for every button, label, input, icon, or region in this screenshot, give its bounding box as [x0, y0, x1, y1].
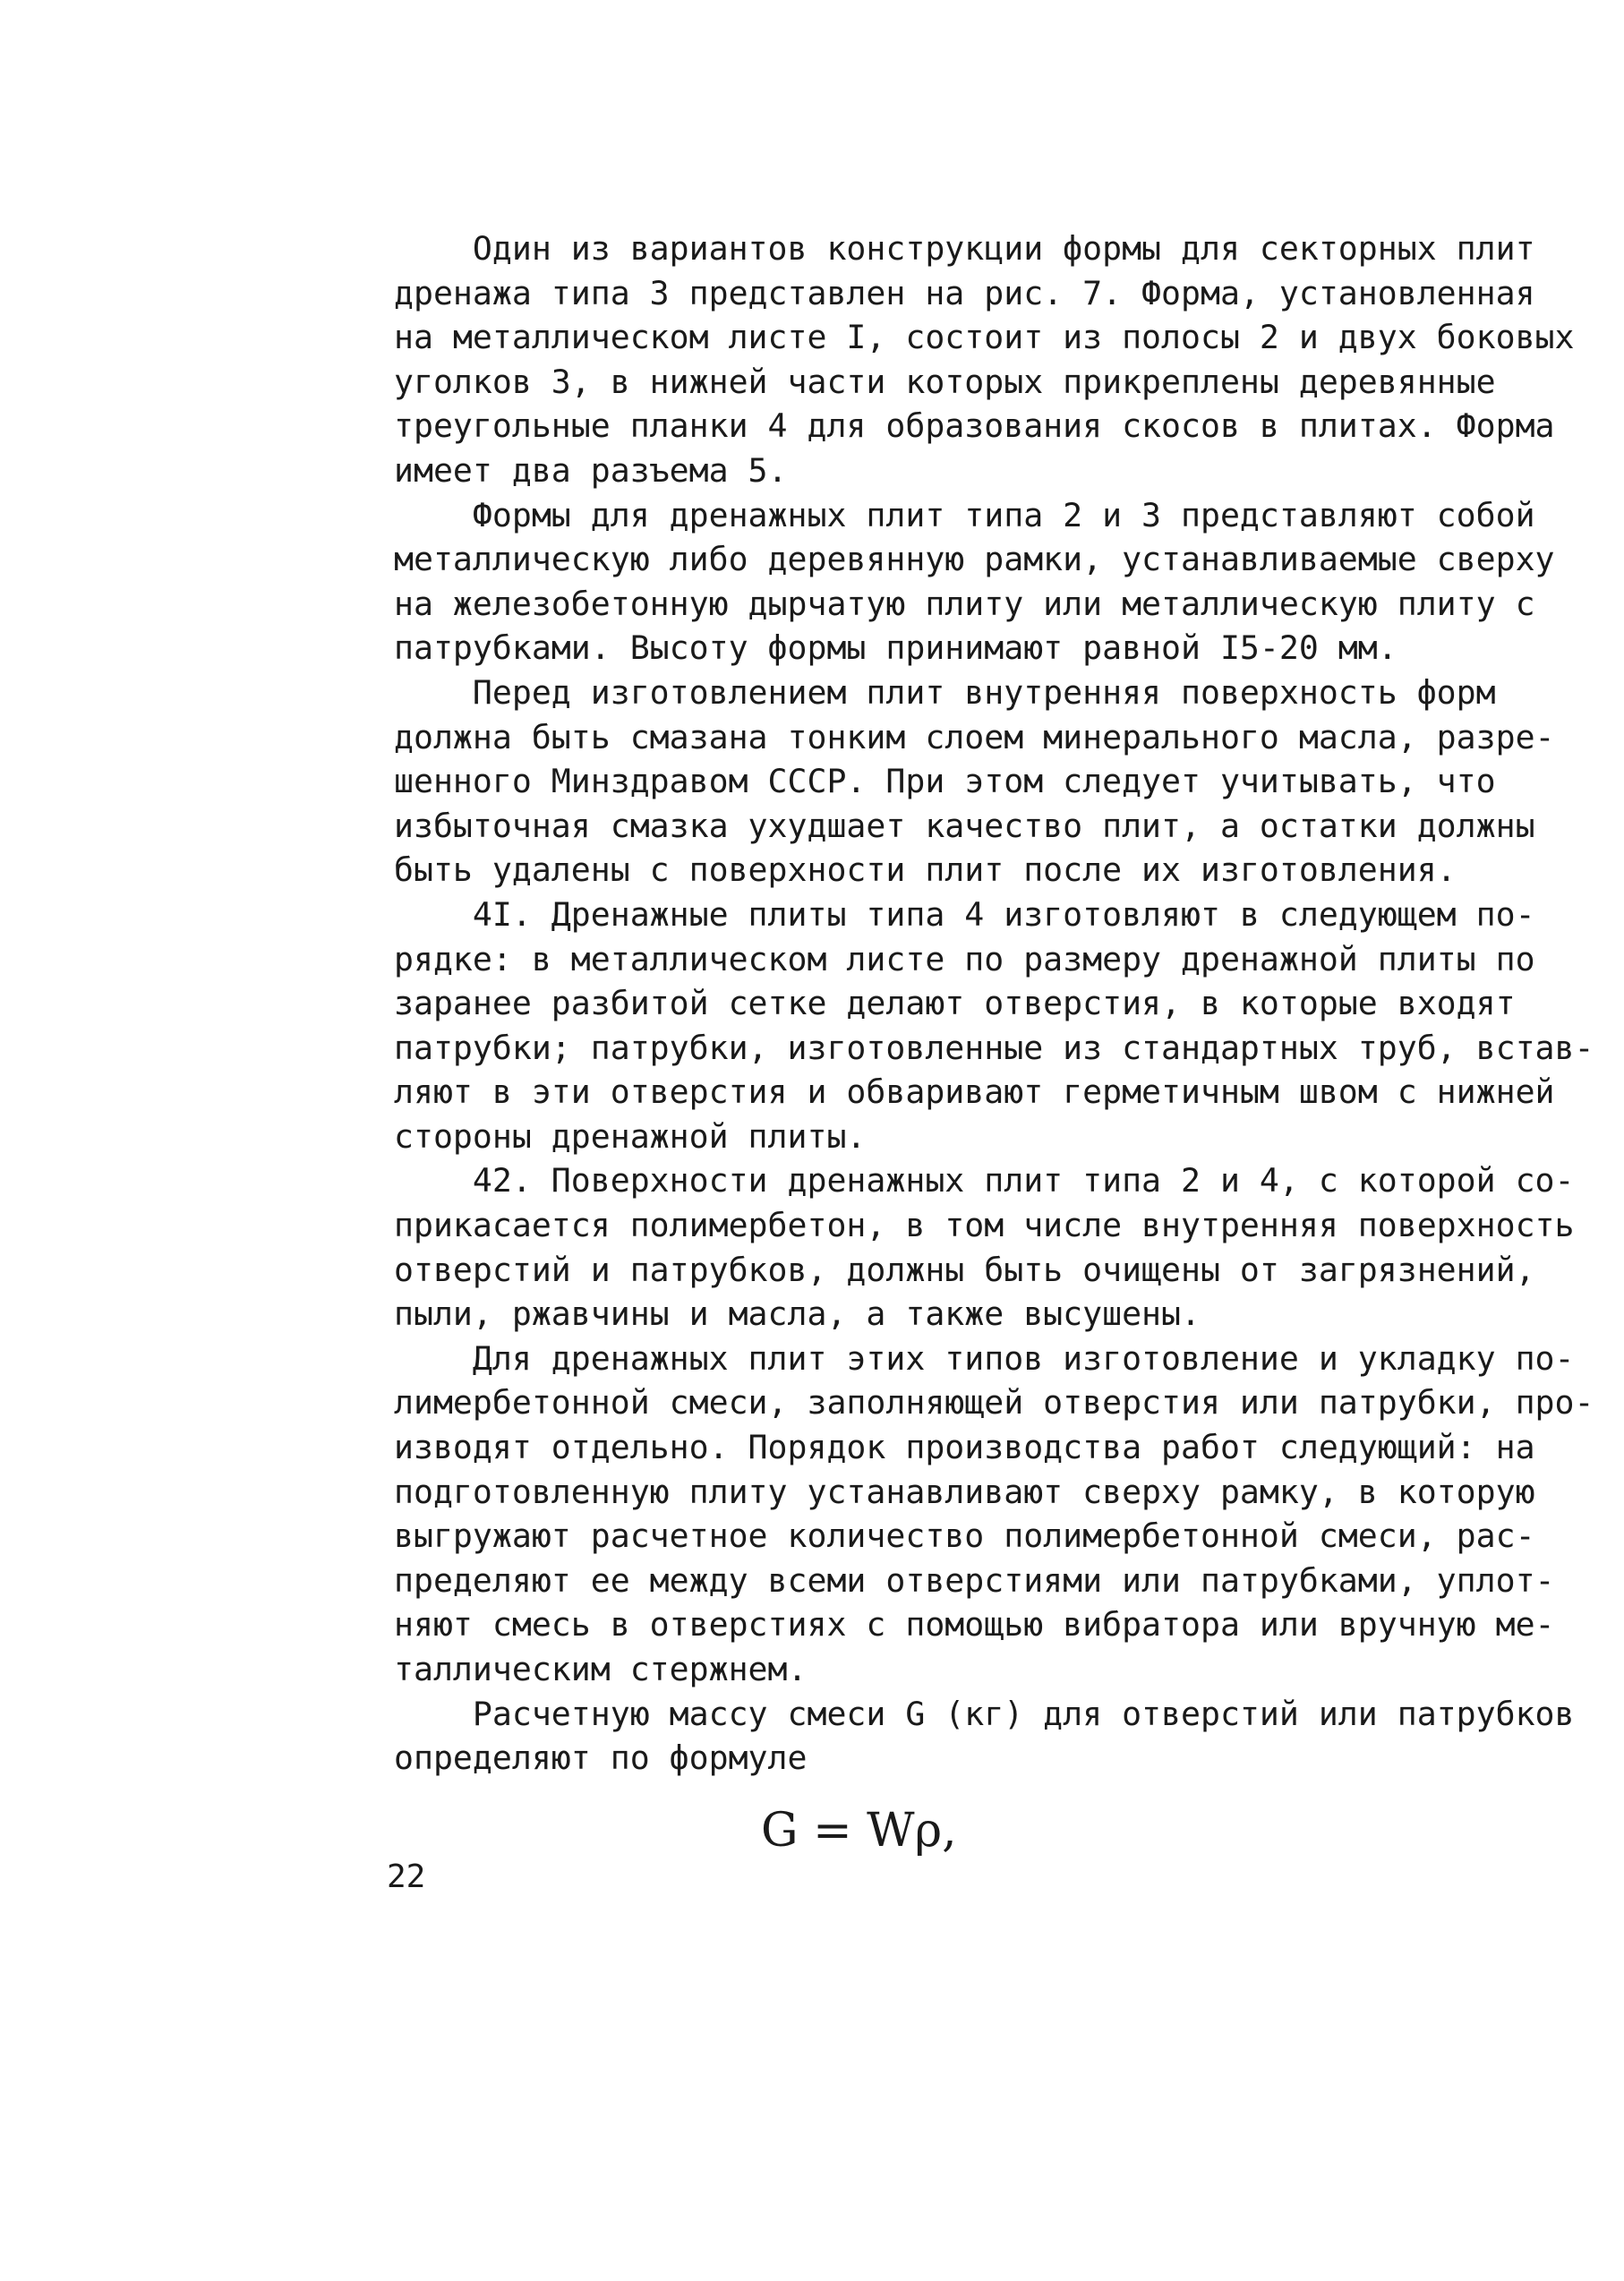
text-line: шенного Минздравом СССР. При этом следует учитывать, что: [394, 762, 1496, 801]
text-line: на железобетонную дырчатую плиту или металлическую плиту с: [394, 584, 1535, 623]
text-line: Перед изготовлением плит внутренняя поверхность форм: [394, 672, 1496, 712]
text-line: патрубками. Высоту формы принимают равной I5-20 мм.: [394, 628, 1397, 668]
text-line: избыточная смазка ухудшает качество плит, а остатки должны: [394, 806, 1535, 845]
text-line: заранее разбитой сетке делают отверстия, в которые входят: [394, 984, 1516, 1023]
text-line: няют смесь в отверстиях с помощью вибратора или вручную ме-: [394, 1605, 1555, 1645]
text-line: выгружают расчетное количество полимербетонной смеси, рас-: [394, 1516, 1535, 1556]
text-line: подготовленную плиту устанавливают сверху рамку, в которую: [394, 1472, 1535, 1511]
page-number: 22: [387, 1858, 426, 1895]
body-text: [394, 226, 1594, 1781]
text-line: пыли, ржавчины и масла, а также высушены.: [394, 1294, 1201, 1334]
text-line: определяют по формуле: [394, 1739, 808, 1778]
text-line: стороны дренажной плиты.: [394, 1116, 867, 1156]
text-line: на металлическом листе I, состоит из полосы 2 и двух боковых: [394, 318, 1575, 357]
text-line: быть удалены с поверхности плит после их изготовления.: [394, 850, 1457, 890]
text-line: изводят отдельно. Порядок производства работ следующий: на: [394, 1428, 1535, 1467]
text-line: треугольные планки 4 для образования скосов в плитах. Форма: [394, 406, 1555, 446]
text-line: 42. Поверхности дренажных плит типа 2 и 4, с которой со-: [394, 1161, 1575, 1200]
text-line: Расчетную массу смеси G (кг) для отверстий или патрубков: [394, 1694, 1575, 1733]
text-line: дренажа типа 3 представлен на рис. 7. Форма, установленная: [394, 273, 1535, 312]
text-line: ляют в эти отверстия и обваривают герметичным швом с нижней: [394, 1072, 1555, 1112]
text-line: имеет два разъема 5.: [394, 450, 788, 490]
text-line: Формы для дренажных плит типа 2 и 3 представляют собой: [394, 495, 1535, 534]
text-line: рядке: в металлическом листе по размеру дренажной плиты по: [394, 939, 1535, 978]
text-line: патрубки; патрубки, изготовленные из стандартных труб, встав-: [394, 1028, 1594, 1067]
text-line: должна быть смазана тонким слоем минерального масла, разре-: [394, 717, 1555, 756]
text-line: уголков 3, в нижней части которых прикреплены деревянные: [394, 362, 1496, 401]
text-line: прикасается полимербетон, в том числе внутренняя поверхность: [394, 1206, 1575, 1245]
text-line: пределяют ее между всеми отверстиями или патрубками, уплот-: [394, 1560, 1555, 1600]
formula: G = Wρ,: [761, 1804, 957, 1858]
text-line: Для дренажных плит этих типов изготовление и укладку по-: [394, 1338, 1575, 1378]
text-line: 4I. Дренажные плиты типа 4 изготовляют в следующем по-: [394, 894, 1535, 934]
text-line: Один из вариантов конструкции формы для секторных плит: [394, 229, 1535, 268]
text-line: таллическим стержнем.: [394, 1650, 808, 1688]
text-line: отверстий и патрубков, должны быть очищены от загрязнений,: [394, 1250, 1535, 1289]
text-line: лимербетонной смеси, заполняющей отверстия или патрубки, про-: [394, 1383, 1594, 1422]
text-line: металлическую либо деревянную рамки, устанавливаемые сверху: [394, 540, 1555, 579]
